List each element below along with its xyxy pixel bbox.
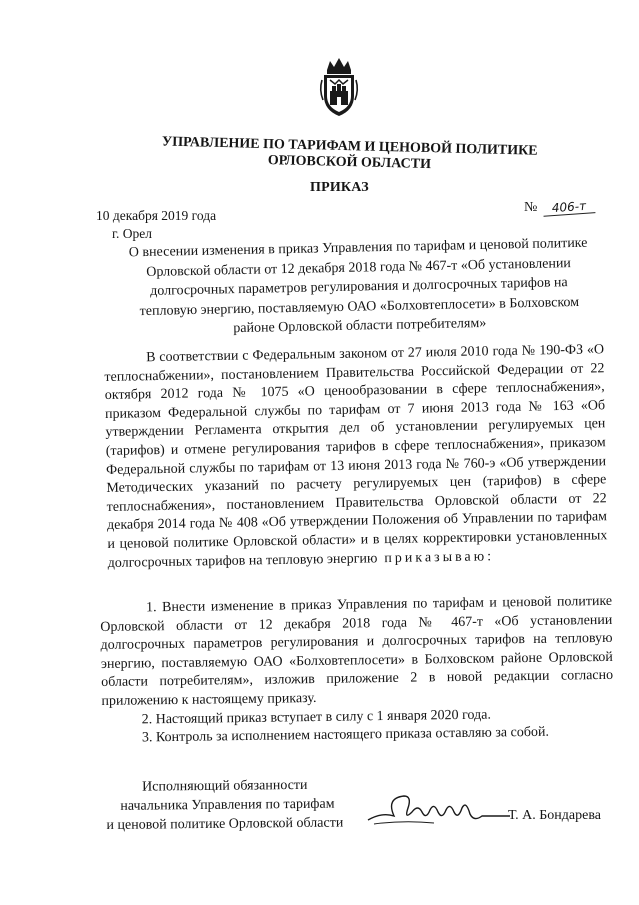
signatory-name: Т. А. Бондарева (508, 808, 601, 823)
signatory-title-line2: начальника Управления по тарифам (120, 796, 335, 814)
order-item: 3. Контроль за исполнением настоящего приказа оставляю за собой. (141, 724, 550, 746)
subject-line: долгосрочных параметров регулирования и долгосрочных тарифов на (150, 275, 568, 299)
preamble (104, 341, 608, 573)
signatory-title-line3: и ценовой политике Орловской области (106, 815, 344, 833)
document-number (524, 200, 595, 216)
document-date: 10 декабря 2019 года (96, 208, 217, 223)
handwritten-number: 406-т (543, 198, 596, 217)
document-city: г. Орел (112, 226, 152, 241)
order-item: 2. Настоящий приказ вступает в силу с 1 января 2020 года. (141, 707, 492, 727)
signatory-title (106, 776, 343, 835)
subject-line: Орловской области от 12 декабря 2018 года № 467-т «Об установлении (146, 255, 572, 280)
orel-oblast-coat-of-arms-icon (318, 56, 360, 118)
order-word: приказываю: (384, 548, 495, 566)
signatory-title-line1: Исполняющий обязанности (142, 777, 308, 795)
organization-name (139, 134, 560, 176)
preamble-text: В соответствии с Федеральным законом от 27 июля 2010 года № 190-ФЗ «О теплоснабжении», постановлением Правительства Российской Федерации от 22 октября 2012 года № 1075 «О ценообразовании в сфере теплоснабжения», приказом Федеральной службы по тарифам от 7 июня 2013 года № 163 «Об утверждении Регламента открытия дел об установлении регулируемых цен (тарифов) и отмене регулирования тарифов в сфере теплоснабжения», приказом Федеральной службы по тарифам от 13 июня 2013 года № 760-э «Об утверждении Методических указаний по расчету регулируемых цен (тарифов) в сфере теплоснабжения», постановлением Правительства Орловской области от 22 декабря 2014 года № 408 «Об утверждении Положения об Управлении по тарифам и ценовой политике Орловской области» и в целях корректировки установленных долгосрочных тарифов на тепловую энергию (104, 342, 608, 571)
order-items (100, 593, 614, 749)
handwritten-signature-icon (364, 790, 514, 834)
preamble-paragraph (104, 341, 608, 573)
order-item: 1. Внести изменение в приказ Управления по тарифам и ценовой политике Орловской области от 12 декабря 2018 года № 467-т «Об установлении долгосрочных параметров регулирования и долгосрочных тарифов на тепловую энергию, поставляемую ОАО «Болховтеплосети» в Болховском районе Орловской области потребителям», изложив приложение 2 в новой редакции согласно приложению к настоящему приказу. (100, 593, 614, 709)
organization-name-line1: УПРАВЛЕНИЕ ПО ТАРИФАМ И ЦЕНОВОЙ ПОЛИТИКЕ (161, 134, 538, 159)
number-sign: № (524, 200, 538, 215)
subject-line: тепловую энергию, поставляемую ОАО «Болховтеплосети» в Болховском (139, 294, 580, 319)
subject-line: О внесении изменения в приказ Управления по тарифам и ценовой политике (128, 235, 588, 261)
subject-line: районе Орловской области потребителям» (233, 315, 487, 337)
document-subject (98, 233, 620, 341)
organization-name-line2: ОРЛОВСКОЙ ОБЛАСТИ (267, 153, 432, 173)
document-type: ПРИКАЗ (310, 180, 369, 195)
